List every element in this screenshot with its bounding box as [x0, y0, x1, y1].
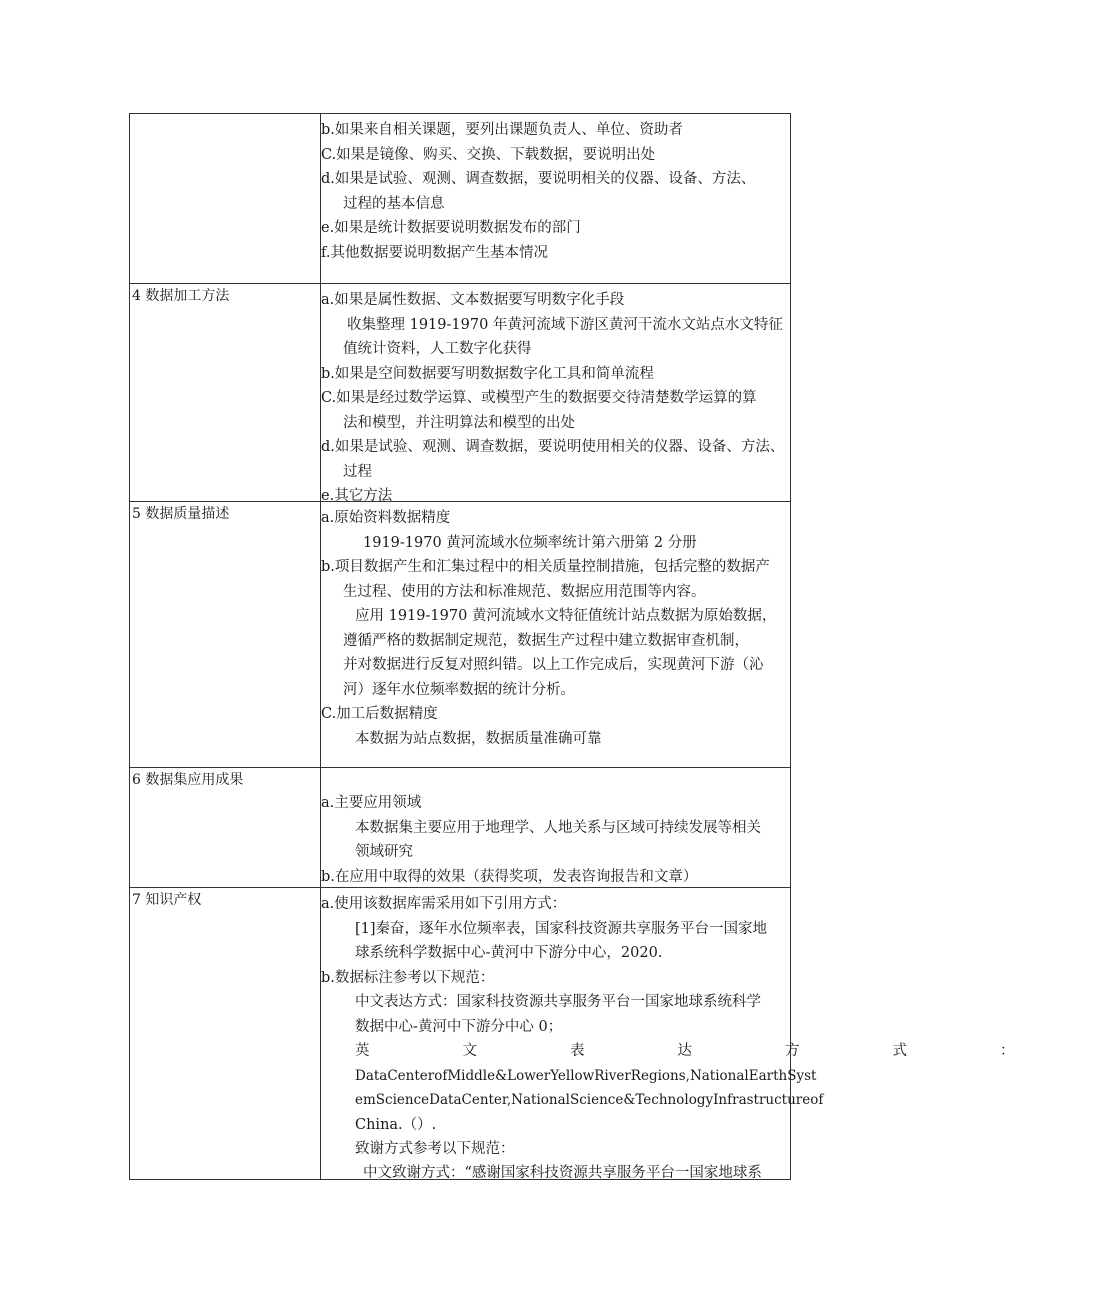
content-line: 中文表达方式：国家科技资源共享服务平台一国家地球系统科学: [355, 994, 761, 1010]
content-line: C.如果是经过数学运算、或模型产生的数据要交待清楚数学运算的算: [321, 390, 757, 406]
content-line: emScienceDataCenter,NationalScience&TechnologyInfrastructureof: [355, 1092, 824, 1108]
content-line: 本数据集主要应用于地理学、人地关系与区域可持续发展等相关: [355, 820, 761, 836]
row-label: 6 数据集应用成果: [132, 772, 244, 788]
content-line: 遵循严格的数据制定规范，数据生产过程中建立数据审查机制，: [343, 633, 749, 649]
content-line: b.项目数据产生和汇集过程中的相关质量控制措施，包括完整的数据产: [321, 559, 770, 575]
table-row-data-source: [129, 113, 791, 283]
content-line: b.如果来自相关课题，要列出课题负责人、单位、资助者: [321, 122, 683, 138]
content-line: f.其他数据要说明数据产生基本情况: [321, 245, 548, 261]
content-line: d.如果是试验、观测、调查数据，要说明相关的仪器、设备、方法、: [321, 171, 756, 187]
content-line: 数据中心-黄河中下游分中心 0；: [355, 1019, 563, 1035]
content-line: 河）逐年水位频率数据的统计分析。: [343, 682, 575, 698]
content-line: d.如果是试验、观测、调查数据，要说明使用相关的仪器、设备、方法、: [321, 439, 785, 455]
content-line: a.主要应用领域: [321, 795, 422, 811]
content-line: b.在应用中取得的效果（获得奖项，发表咨询报告和文章）: [321, 869, 698, 885]
table-row-application-results: [129, 767, 791, 887]
row-label: 7 知识产权: [132, 892, 202, 908]
content-line: 应用 1919-1970 黄河流域水文特征值统计站点数据为原始数据，: [355, 608, 777, 624]
table-row-processing-method: [129, 283, 791, 504]
content-line: 过程: [343, 464, 372, 480]
row-label: 4 数据加工方法: [132, 288, 230, 304]
content-line: 过程的基本信息: [343, 196, 445, 212]
content-line: China.（）.: [355, 1117, 437, 1133]
content-line: [1]秦奋，逐年水位频率表，国家科技资源共享服务平台一国家地: [355, 921, 768, 937]
content-line: DataCenterofMiddle&LowerYellowRiverRegions,NationalEarthSyst: [355, 1068, 817, 1084]
content-line: 本数据为站点数据，数据质量准确可靠: [355, 731, 602, 747]
content-line: 法和模型，并注明算法和模型的出处: [343, 415, 575, 431]
content-line: C.加工后数据精度: [321, 706, 438, 722]
content-line: 中文致谢方式：“感谢国家科技资源共享服务平台一国家地球系: [363, 1165, 762, 1181]
content-line: a.原始资料数据精度: [321, 510, 451, 526]
content-line: b.数据标注参考以下规范：: [321, 970, 495, 986]
content-line: 收集整理 1919-1970 年黄河流域下游区黄河干流水文站点水文特征: [347, 317, 783, 333]
content-line: b.如果是空间数据要写明数据数字化工具和简单流程: [321, 366, 654, 382]
content-line: 1919-1970 黄河流域水位频率统计第六册第 2 分册: [363, 535, 697, 551]
content-line: 值统计资料，人工数字化获得: [343, 341, 532, 357]
content-line: a.使用该数据库需采用如下引用方式：: [321, 896, 567, 912]
content-line: e.如果是统计数据要说明数据发布的部门: [321, 220, 581, 236]
content-line: 领域研究: [355, 844, 413, 860]
row-label: 5 数据质量描述: [132, 506, 230, 522]
spaced-text: 英文表达方式：: [355, 1043, 1108, 1059]
content-line: 生过程、使用的方法和标准规范、数据应用范围等内容。: [343, 584, 706, 600]
content-line: a.如果是属性数据、文本数据要写明数字化手段: [321, 292, 625, 308]
table-row-data-quality: [129, 501, 791, 767]
table-row-intellectual-property: [129, 887, 1108, 1181]
content-line: 并对数据进行反复对照纠错。以上工作完成后，实现黄河下游（沁: [343, 657, 764, 673]
content-line: C.如果是镜像、购买、交换、下载数据，要说明出处: [321, 147, 656, 163]
content-line: 球系统科学数据中心-黄河中下游分中心，2020.: [355, 945, 663, 961]
content-line: 致谢方式参考以下规范：: [355, 1141, 515, 1157]
content-line: e.其它方法: [321, 488, 393, 504]
content-line-english-heading: [355, 1039, 1108, 1063]
